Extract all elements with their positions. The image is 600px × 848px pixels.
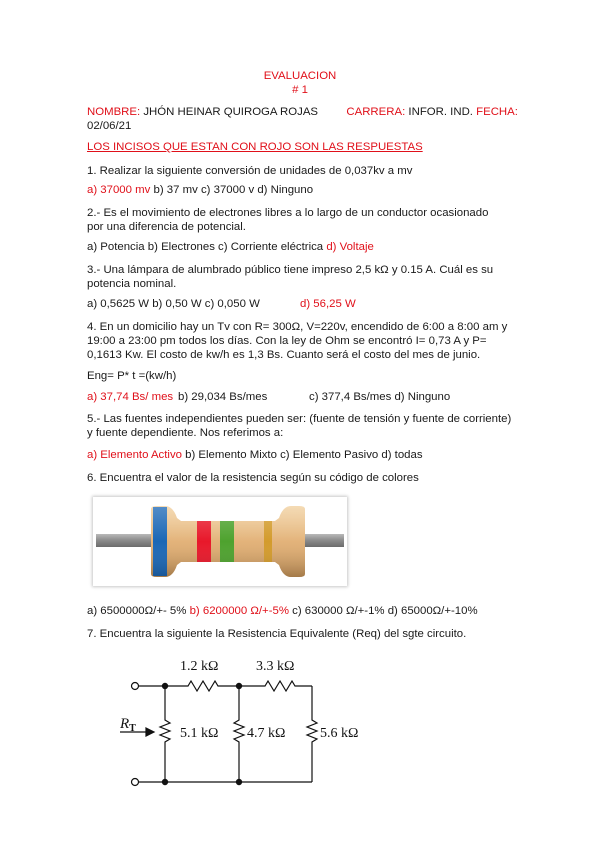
q3-line1: 3.- Una lámpara de alumbrado público tiene impreso 2,5 kΩ y 0.15 A. Cuál es su	[87, 264, 494, 276]
junction-dot	[162, 683, 167, 688]
label-rt	[120, 716, 136, 734]
q4-line1: 4. En un domicilio hay un Tv con R= 300Ω, V=220v, encendido de 6:00 a 8:00 am y	[87, 321, 508, 333]
resistor-circuit-diagram	[120, 652, 380, 815]
q1-question: 1. Realizar la siguiente conversión de unidades de 0,037kv a mv	[87, 165, 413, 177]
q6-question: 6. Encuentra el valor de la resistencia según su código de colores	[87, 472, 419, 484]
evaluation-number: # 1	[292, 84, 308, 96]
q6-options	[87, 604, 478, 618]
q1-other-options: b) 37 mv c) 37000 v d) Ninguno	[150, 184, 314, 196]
name-value: JHÓN HEINAR QUIROGA ROJAS	[143, 106, 319, 118]
q3-answer: d) 56,25 W	[300, 298, 356, 310]
junction-dot	[236, 779, 241, 784]
q3-line2: potencia nominal.	[87, 278, 177, 290]
q4-line3: 0,1613 Kw. El costo de kw/h es 1,3 Bs. Cuanto será el costo del mes de junio.	[87, 349, 481, 361]
terminal-bottom	[132, 779, 139, 786]
q2-options	[87, 240, 374, 254]
q4-answer: a) 37,74 Bs/ mes	[87, 391, 174, 403]
date-label: FECHA:	[476, 106, 518, 118]
q2-answer: d) Voltaje	[326, 241, 374, 253]
resistor-r4	[234, 686, 244, 782]
page-title: EVALUACION	[263, 70, 337, 82]
junction-dot	[162, 779, 167, 784]
q5-answer: a) Elemento Activo	[87, 449, 182, 461]
q5-other-options: b) Elemento Mixto c) Elemento Pasivo d) todas	[181, 449, 423, 461]
q4-line2: 19:00 a 23:00 pm todos los días. Con la ley de Ohm se encontró I= 0,73 A y P=	[87, 335, 487, 347]
q2-line1: 2.- Es el movimiento de electrones libres a lo largo de un conductor ocasionado	[87, 207, 489, 219]
date-value: 02/06/21	[87, 120, 132, 132]
q2-other-options: a) Potencia b) Electrones c) Corriente eléctrica	[87, 241, 327, 253]
q6-other-options: c) 630000 Ω/+-1% d) 65000Ω/+-10%	[288, 605, 478, 617]
q5-options	[87, 448, 423, 462]
junction-dot	[236, 683, 241, 688]
q6-option-a: a) 6500000Ω/+- 5%	[87, 605, 190, 617]
q5-line2: y fuente dependiente. Nos referimos a:	[87, 427, 284, 439]
label-r2: 3.3 kΩ	[256, 659, 295, 674]
q4-option-b: b) 29,034 Bs/mes	[178, 391, 268, 403]
q5-line1: 5.- Las fuentes independientes pueden ser: (fuente de tensión y fuente de corriente)	[87, 413, 512, 425]
rt-arrowhead	[146, 728, 154, 736]
career-value: INFOR. IND.	[408, 106, 473, 118]
label-r3: 5.1 kΩ	[180, 726, 219, 741]
q4-formula: Eng= P* t =(kw/h)	[87, 370, 177, 382]
resistor-r5	[307, 686, 317, 782]
label-r5: 5.6 kΩ	[320, 726, 359, 741]
label-rt-main: R	[120, 716, 130, 732]
resistor-r3	[160, 686, 170, 782]
q3-options: a) 0,5625 W b) 0,50 W c) 0,050 W	[87, 298, 260, 310]
terminal-top	[132, 683, 139, 690]
q1-answer: a) 37000 mv	[87, 184, 151, 196]
q1-options	[87, 183, 313, 197]
answers-note: LOS INCISOS QUE ESTAN CON ROJO SON LAS RESPUESTAS	[87, 141, 423, 153]
label-rt-sub: T	[129, 723, 136, 734]
q4-option-cd: c) 377,4 Bs/mes d) Ninguno	[309, 391, 451, 403]
q2-line2: por una diferencia de potencial.	[87, 221, 246, 233]
label-r1: 1.2 kΩ	[180, 659, 219, 674]
q6-answer: b) 6200000 Ω/+-5%	[189, 605, 289, 617]
student-info-line	[87, 105, 518, 119]
resistor-color-code-image	[93, 497, 347, 586]
name-label: NOMBRE:	[87, 106, 141, 118]
q7-question: 7. Encuentra la siguiente la Resistencia Equivalente (Req) del sgte circuito.	[87, 628, 467, 640]
label-r4: 4.7 kΩ	[247, 726, 286, 741]
career-label: CARRERA:	[346, 106, 406, 118]
